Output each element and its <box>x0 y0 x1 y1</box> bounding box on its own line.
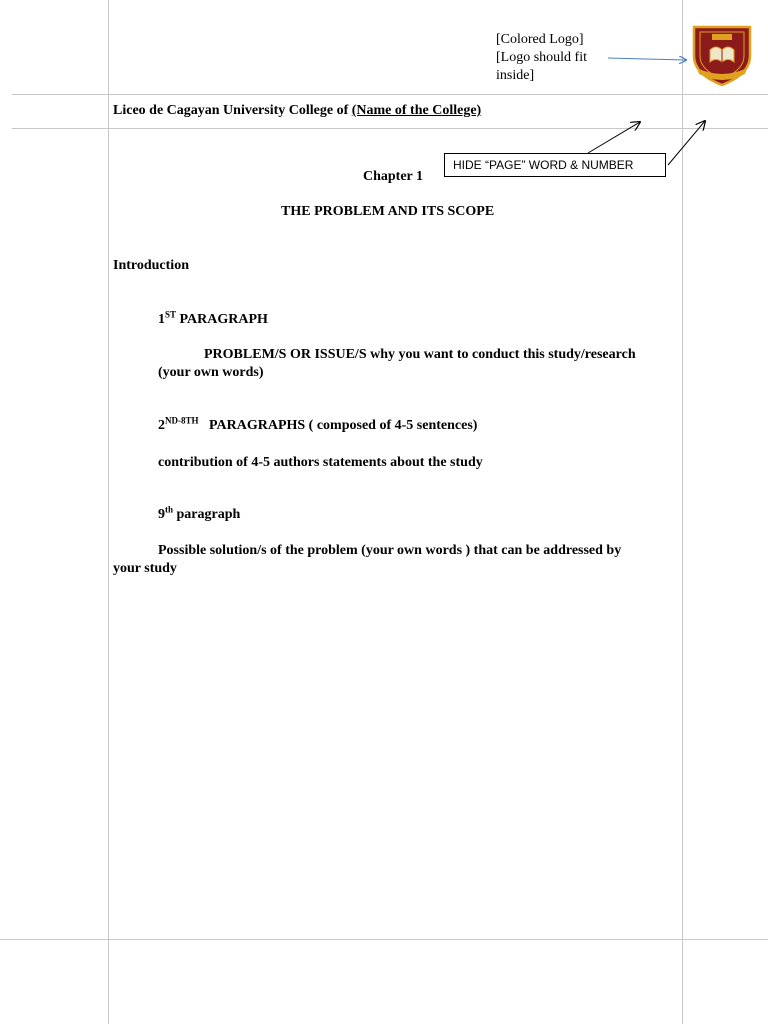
paragraph-2-number: 2 <box>158 418 165 433</box>
paragraph-1-label <box>158 309 268 328</box>
institution-name: Liceo de Cagayan University College of <box>113 103 352 118</box>
callout-arrow-left <box>588 122 640 153</box>
hide-page-callout: HIDE “PAGE” WORD & NUMBER <box>444 153 666 177</box>
paragraph-2-label <box>158 415 478 434</box>
paragraph-9-body-line-1: Possible solution/s of the problem (your own words ) that can be addressed by <box>158 543 622 558</box>
paragraph-1-word: PARAGRAPH <box>176 312 268 327</box>
logo-pointer-arrow <box>608 58 686 60</box>
logo-note-line-3: inside] <box>496 68 535 83</box>
paragraph-1-body-line-1: PROBLEM/S OR ISSUE/S why you want to conduct this study/research <box>204 347 636 362</box>
paragraph-1-suffix: ST <box>165 309 177 320</box>
chapter-number: Chapter 1 <box>363 169 424 184</box>
chapter-title: THE PROBLEM AND ITS SCOPE <box>281 204 495 219</box>
paragraph-2-suffix: ND-8TH <box>165 415 199 426</box>
logo-note <box>496 31 616 85</box>
paragraph-1-body-line-2: (your own words) <box>158 365 264 380</box>
callout-arrow-right <box>668 121 705 165</box>
header-line <box>113 103 481 119</box>
paragraph-9-word: paragraph <box>173 507 241 522</box>
introduction-heading: Introduction <box>113 258 189 273</box>
paragraph-9-number: 9 <box>158 507 165 522</box>
paragraph-2-word: PARAGRAPHS ( composed of 4-5 sentences) <box>198 418 478 433</box>
college-name-placeholder: (Name of the College) <box>351 103 482 118</box>
paragraph-2-body: contribution of 4-5 authors statements about the study <box>158 455 483 470</box>
paragraph-9-label <box>158 504 241 523</box>
paragraph-9-body-line-2: your study <box>113 561 177 576</box>
paragraph-1-number: 1 <box>158 312 165 327</box>
university-seal-logo <box>694 27 750 85</box>
paragraph-9-suffix: th <box>165 504 174 515</box>
logo-note-line-1: [Colored Logo] <box>496 32 584 47</box>
logo-note-line-2: [Logo should fit <box>496 50 587 65</box>
